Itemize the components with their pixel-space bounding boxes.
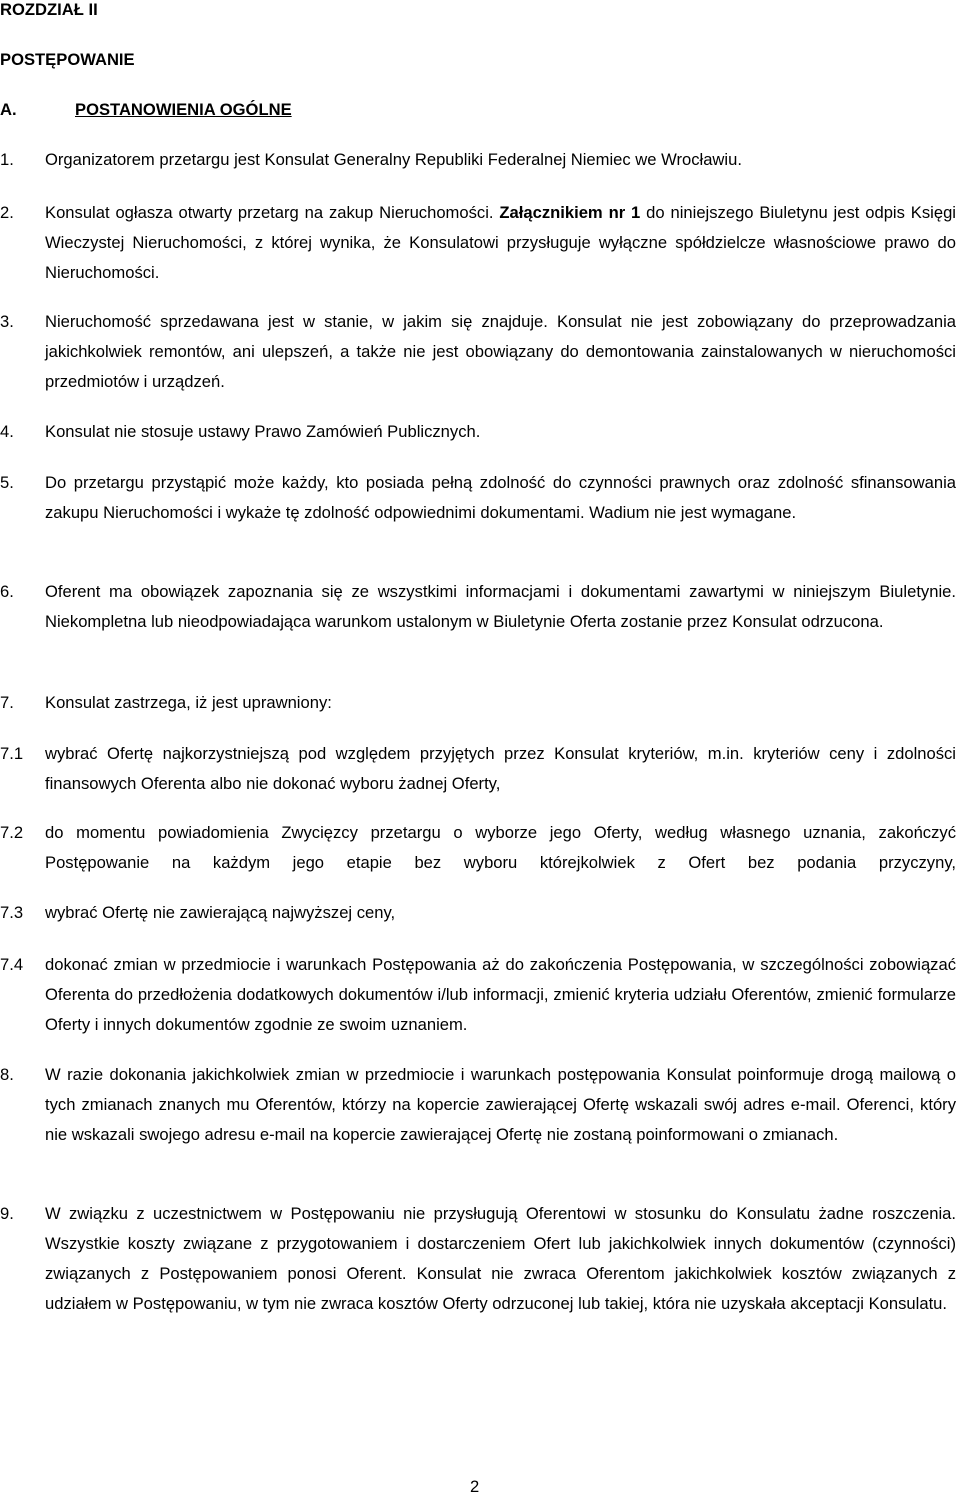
bold-reference: Załącznikiem nr 1 [499,203,641,222]
item-text: W razie dokonania jakichkolwiek zmian w przedmiocie i warunkach postępowania Konsulat poinformuje drogą mailową o tych zmianach znanych mu Oferentów, którzy na kopercie zawierającej Ofertę wskazali swój adres e-mail. Oferenci, który nie wskazali swojego adresu e-mail na kopercie zawierającej Ofertę nie zostaną poinformowani o zmianach. [45,1065,956,1144]
list-item [0,1199,956,1319]
section-number: A. [0,100,17,119]
list-item [0,417,956,447]
section-title: POSTANOWIENIA OGÓLNE [75,100,292,119]
chapter-heading: ROZDZIAŁ II [0,0,98,19]
item-text: Organizatorem przetargu jest Konsulat Generalny Republiki Federalnej Niemiec we Wrocławiu. [45,150,742,169]
item-number: 2. [0,203,14,222]
item-text: Konsulat nie stosuje ustawy Prawo Zamówień Publicznych. [45,422,481,441]
list-item [0,198,956,288]
item-number: 7.2 [0,823,24,842]
item-number: 7. [0,693,14,712]
item-text: Oferent ma obowiązek zapoznania się ze wszystkimi informacjami i dokumentami zawartymi w niniejszym Biuletynie. Niekompletna lub nieodpowiadająca warunkom ustalonym w Biuletynie Oferta zostanie przez Konsulat odrzucona. [45,582,956,631]
item-text: dokonać zmian w przedmiocie i warunkach Postępowania aż do zakończenia Postępowania, w szczególności zobowiązać Oferenta do przedłożenia dodatkowych dokumentów i/lub informacji, zmienić kryteria udziału Oferentów, zmienić formularze Oferty i innych dokumentów zgodnie ze swoim uznaniem. [45,955,956,1034]
list-item [0,1060,956,1150]
item-number: 9. [0,1204,14,1223]
list-item [0,739,956,799]
item-number: 7.4 [0,955,24,974]
list-item [0,307,956,397]
list-item [0,950,956,1040]
title-heading: POSTĘPOWANIE [0,50,135,69]
list-item [0,577,956,637]
item-text: Do przetargu przystąpić może każdy, kto posiada pełną zdolność do czynności prawnych oraz zdolność sfinansowania zakupu Nieruchomości i wykaże tę zdolność odpowiednimi dokumentami. Wadium nie jest wymagane. [45,473,956,522]
list-item [0,818,956,878]
item-text: Nieruchomość sprzedawana jest w stanie, w jakim się znajduje. Konsulat nie jest zobowiązany do przeprowadzania jakichkolwiek remontów, ani ulepszeń, a także nie jest obowiązany do demontowania zainstalowanych w nieruchomości przedmiotów i urządzeń. [45,312,956,391]
list-item [0,898,956,928]
item-number: 7.1 [0,744,24,763]
page-number: 2 [470,1477,480,1496]
item-text: do momentu powiadomienia Zwycięzcy przetargu o wyborze jego Oferty, według własnego uznania, zakończyć Postępowanie na każdym jego etapie bez wyboru którejkolwiek z Ofert bez podania przyczyny, [45,823,956,872]
item-number: 7.3 [0,903,24,922]
item-number: 5. [0,473,14,492]
list-item [0,145,956,175]
item-number: 8. [0,1065,14,1084]
item-text: Konsulat zastrzega, iż jest uprawniony: [45,693,332,712]
item-number: 3. [0,312,14,331]
item-text: wybrać Ofertę najkorzystniejszą pod względem przyjętych przez Konsulat kryteriów, m.in. kryteriów ceny i zdolności finansowych Oferenta albo nie dokonać wyboru żadnej Oferty, [45,744,956,793]
list-item [0,688,956,718]
item-text: W związku z uczestnictwem w Postępowaniu nie przysługują Oferentowi w stosunku do Konsulatu żadne roszczenia. Wszystkie koszty związane z przygotowaniem i dostarczeniem Ofert lub jakichkolwiek innych dokumentów (czynności) związanych z Postępowaniem ponosi Oferent. Konsulat nie zwraca Oferentom jakichkolwiek kosztów związanych z udziałem w Postępowaniu, w tym nie zwraca kosztów Oferty odrzuconej lub takiej, która nie uzyskała akceptacji Konsulatu. [45,1204,956,1313]
section-heading [0,100,292,120]
item-number: 6. [0,582,14,601]
item-number: 1. [0,150,14,169]
item-number: 4. [0,422,14,441]
list-item [0,468,956,528]
item-text: Konsulat ogłasza otwarty przetarg na zakup Nieruchomości. Załącznikiem nr 1 do niniejszego Biuletynu jest odpis Księgi Wieczystej Nieruchomości, z której wynika, że Konsulatowi przysługuje wyłączne spółdzielcze własnościowe prawo do Nieruchomości. [45,203,956,282]
item-text: wybrać Ofertę nie zawierającą najwyższej ceny, [45,903,396,922]
